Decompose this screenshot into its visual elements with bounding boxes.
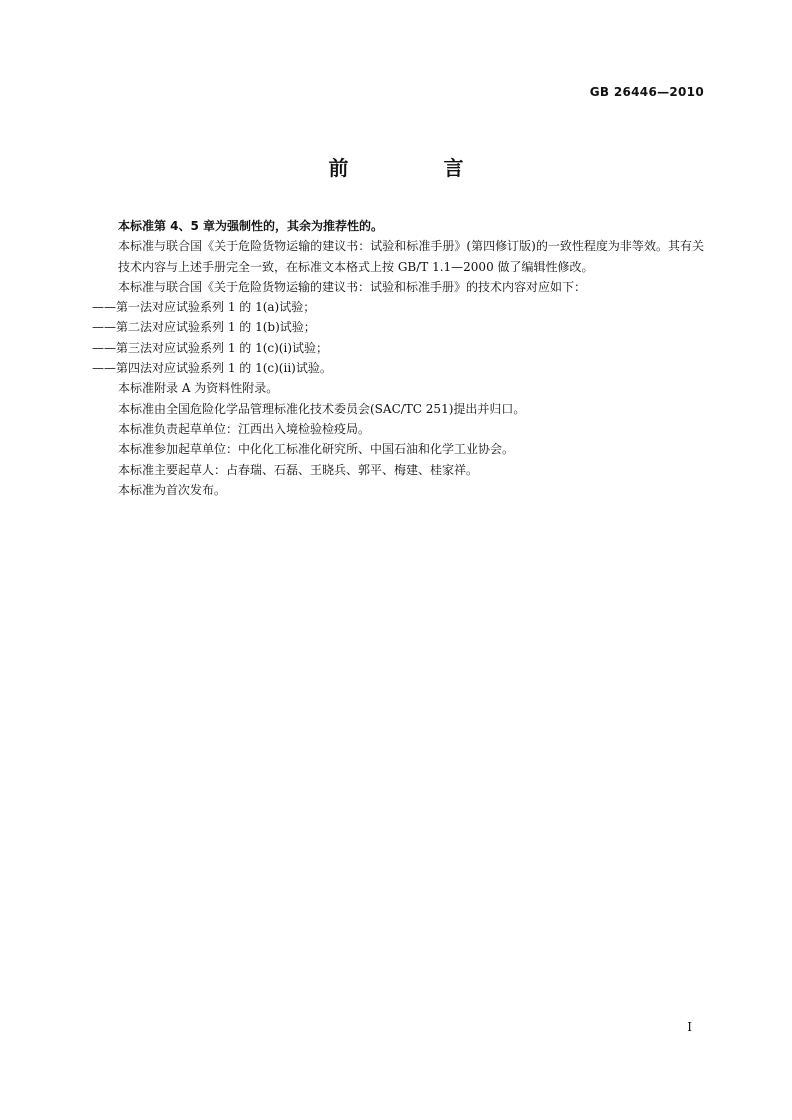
list-item-method-3: ——第三法对应试验系列 1 的 1(c)(i)试验； — [92, 340, 328, 355]
paragraph-proposed-by: 本标准由全国危险化学品管理标准化技术委员会(SAC/TC 251)提出并归口。 — [118, 401, 526, 416]
paragraph-correspondence-intro: 本标准与联合国《关于危险货物运输的建议书：试验和标准手册》的技术内容对应如下： — [118, 279, 587, 294]
list-item-method-2: ——第二法对应试验系列 1 的 1(b)试验； — [92, 320, 316, 335]
list-item-method-1: ——第一法对应试验系列 1 的 1(a)试验； — [92, 300, 316, 315]
paragraph-mandatory-clauses: 本标准第 4、5 章为强制性的，其余为推荐性的。 — [118, 219, 384, 233]
paragraph-drafters: 本标准主要起草人：占春瑞、石磊、王晓兵、郭平、梅建、桂家祥。 — [118, 462, 479, 477]
paragraph-drafting-unit: 本标准负责起草单位：江西出入境检验检疫局。 — [118, 421, 371, 436]
page-title: 前 言 — [328, 156, 508, 180]
paragraph-first-release: 本标准为首次发布。 — [118, 482, 227, 497]
page-number: I — [687, 1020, 692, 1034]
paragraph-participating-units: 本标准参加起草单位：中化化工标准化研究所、中国石油和化学工业协会。 — [118, 442, 515, 457]
paragraph-equivalence: 本标准与联合国《关于危险货物运输的建议书：试验和标准手册》(第四修订版)的一致性程度为非等效。其有关技术内容与上述手册完全一致，在标准文本格式上按 GB/T 1.1—2000 做了编辑性修改。 — [118, 239, 704, 274]
paragraph-appendix: 本标准附录 A 为资料性附录。 — [118, 381, 279, 396]
foreword-body — [92, 216, 704, 500]
list-item-method-4: ——第四法对应试验系列 1 的 1(c)(ii)试验。 — [92, 361, 332, 376]
standard-code: GB 26446—2010 — [589, 85, 704, 99]
